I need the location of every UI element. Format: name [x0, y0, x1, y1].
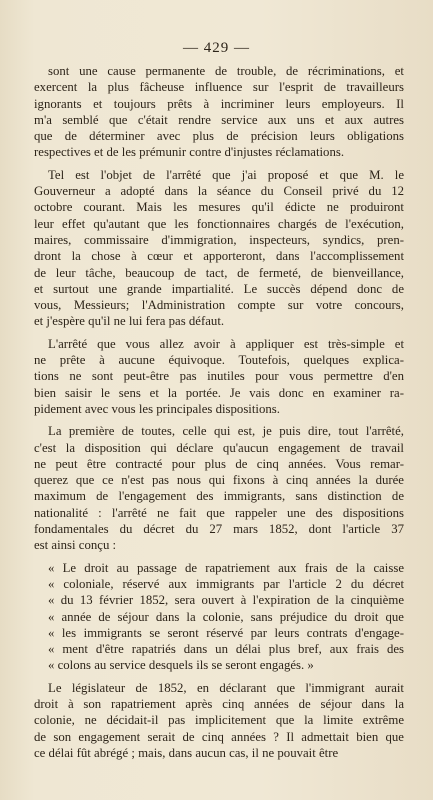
page-number: — 429 —	[183, 40, 250, 56]
text-line: Gouverneur a adopté dans la séance du Conseil privé du 12	[34, 184, 404, 199]
text-line: Le législateur de 1852, en déclarant que l'immigrant aurait	[48, 680, 404, 695]
text-line: ce délai fût abrégé ; mais, dans aucun cas, il ne pouvait être	[34, 745, 339, 760]
paragraph	[34, 167, 404, 330]
text-line: ne peut être contracté pour plus de cinq années. Vous remar-	[34, 456, 404, 471]
text-line: L'arrêté que vous allez avoir à appliquer est très-simple et	[48, 336, 404, 351]
text-line: bien saisir le sens et la portée. Je vais donc en examiner ra-	[34, 385, 404, 400]
text-line: « les immigrants se seront réservé par leurs contrats d'engage-	[48, 625, 404, 640]
text-line: « du 13 février 1852, sera ouvert à l'expiration de la cinquième	[48, 593, 404, 608]
text-line: « coloniale, réservé aux immigrants par l'article 2 du décret	[48, 576, 404, 591]
text-line: sont une cause permanente de trouble, de récriminations, et	[48, 64, 404, 78]
text-line: querez que ce n'est pas nous qui fixons à cinq années la durée	[34, 473, 404, 488]
text-line: ne prête à aucune équivoque. Toutefois, quelques explica-	[34, 353, 404, 368]
text-line: et surtout une grande impartialité. Le succès dépend donc de	[34, 281, 404, 296]
text-line: m'a semblé que c'était rendre service aux uns et aux autres	[34, 112, 404, 127]
text-line: de son engagement serait de cinq années ? Il admettait bien que	[34, 729, 404, 744]
text-line: « Le droit au passage de rapatriement aux frais de la caisse	[48, 560, 404, 575]
text-line: pidement avec vous les principales dispositions.	[34, 401, 280, 416]
text-line: nationalité : l'arrêté ne fait que rappeler une des dispositions	[34, 505, 404, 520]
text-line: colonie, ne décidait-il pas implicitement que la limite extrême	[34, 713, 404, 728]
text-line: « ment d'être rapatriés dans un délai plus bref, aux frais des	[48, 642, 404, 657]
text-line: c'est la disposition qui déclare qu'aucun engagement de travail	[34, 440, 404, 455]
text-line: tions ne sont peut-être pas inutiles pour vous permettre d'en	[34, 369, 404, 384]
text-line: exercent la plus fâcheuse influence sur l'esprit de travailleurs	[34, 80, 404, 95]
body-text	[34, 63, 404, 761]
text-line: de leur tâche, beaucoup de tact, de fermeté, de bienveillance,	[34, 265, 404, 280]
text-line: maires, commissaire d'immigration, inspecteurs, syndics, pren-	[34, 232, 404, 247]
paragraph	[34, 63, 404, 161]
text-line: droit à son rapatriement après cinq années de séjour dans la	[34, 696, 404, 711]
quotation	[34, 560, 404, 674]
text-line: vous, Messieurs; l'Administration compte sur votre concours,	[34, 298, 404, 313]
text-line: « année de séjour dans la colonie, sans préjudice du droit que	[48, 609, 404, 624]
text-line: « colons au service desquels ils se seront engagés. »	[48, 658, 314, 673]
text-line: La première de toutes, celle qui est, je puis dire, tout l'arrêté,	[48, 424, 404, 439]
text-line: dront la chose à cœur et apporteront, dans l'accomplissement	[34, 249, 404, 264]
text-line: et j'espère qu'il ne lui fera pas défaut.	[34, 314, 225, 329]
text-line: fondamentales du décret du 27 mars 1852, dont l'article 37	[34, 522, 404, 537]
text-line: est ainsi conçu :	[34, 538, 117, 553]
paragraph	[34, 336, 404, 417]
paragraph	[34, 423, 404, 553]
text-line: Tel est l'objet de l'arrêté que j'ai proposé et que M. le	[48, 167, 404, 182]
paragraph	[34, 680, 404, 761]
text-line: respectives et de les prémunir contre d'injustes réclamations.	[34, 145, 345, 160]
text-line: leur effet qu'autant que les fonctionnaires chargés de l'exécution,	[34, 216, 404, 231]
text-line: octobre courant. Mais les mesures qu'il édicte ne produiront	[34, 200, 404, 215]
text-line: que de déterminer avec plus de précision leurs obligations	[34, 129, 404, 144]
text-line: ignorants et toujours prêts à incriminer leurs employeurs. Il	[34, 96, 404, 111]
text-line: maximum de l'engagement des immigrants, sans distinction de	[34, 489, 404, 504]
